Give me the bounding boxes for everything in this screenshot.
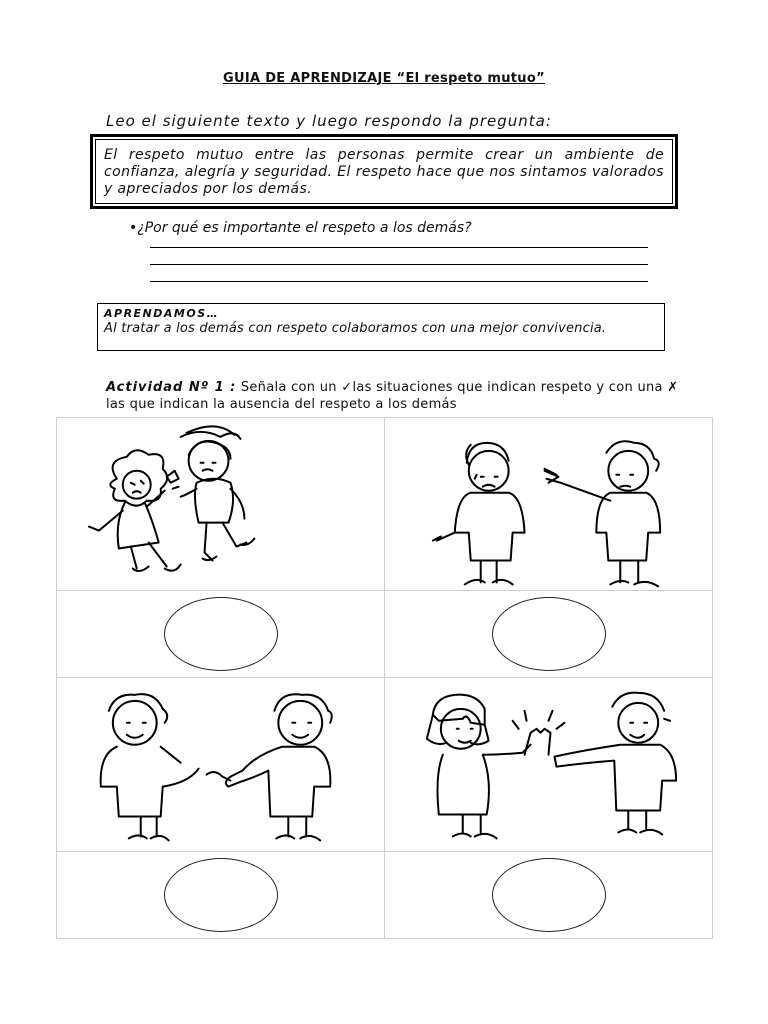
question: •¿Por qué es importante el respeto a los demás? <box>129 220 472 236</box>
answer-cell-1[interactable] <box>57 591 385 678</box>
aprendamos-heading: APRENDAMOS… <box>104 307 220 320</box>
answer-circle-4[interactable] <box>492 858 606 932</box>
children-holding-hands-image <box>57 678 384 850</box>
reading-instruction: Leo el siguiente texto y luego respondo la pregunta: <box>106 112 552 130</box>
answer-line-2[interactable] <box>150 264 648 265</box>
answer-cell-2[interactable] <box>385 591 713 678</box>
illustration-child-pulling-hair <box>385 418 713 591</box>
child-pulling-hair-image <box>385 418 712 590</box>
activity-instruction <box>106 379 696 413</box>
illustration-children-high-five <box>385 678 713 851</box>
answer-cell-3[interactable] <box>57 851 385 938</box>
children-fighting-image <box>57 418 384 590</box>
aprendamos-body: Al tratar a los demás con respeto colaboramos con una mejor convivencia. <box>104 321 607 336</box>
answer-line-3[interactable] <box>150 281 648 282</box>
aprendamos-box <box>97 303 665 351</box>
answer-circle-1[interactable] <box>164 597 278 671</box>
illustration-children-holding-hands <box>57 678 385 851</box>
illustration-children-fighting <box>57 418 385 591</box>
answer-cell-4[interactable] <box>385 851 713 938</box>
answer-circle-2[interactable] <box>492 597 606 671</box>
answer-line-1[interactable] <box>150 247 648 248</box>
reading-text: El respeto mutuo entre las personas permite crear un ambiente de confianza, alegría y seguridad. El respeto hace que nos sintamos valorados y apreciados por los demás. <box>104 147 664 197</box>
page-title: GUIA DE APRENDIZAJE “El respeto mutuo” <box>223 71 545 86</box>
answer-circle-3[interactable] <box>164 858 278 932</box>
reading-text-box <box>95 139 673 204</box>
activity-text: Señala con un ✓las situaciones que indican respeto y con una ✗ las que indican la ausencia del respeto a los demás <box>106 380 679 412</box>
activity-label: Actividad Nº 1 : <box>106 380 237 395</box>
activity-grid <box>56 417 713 939</box>
children-high-five-image <box>385 678 712 850</box>
